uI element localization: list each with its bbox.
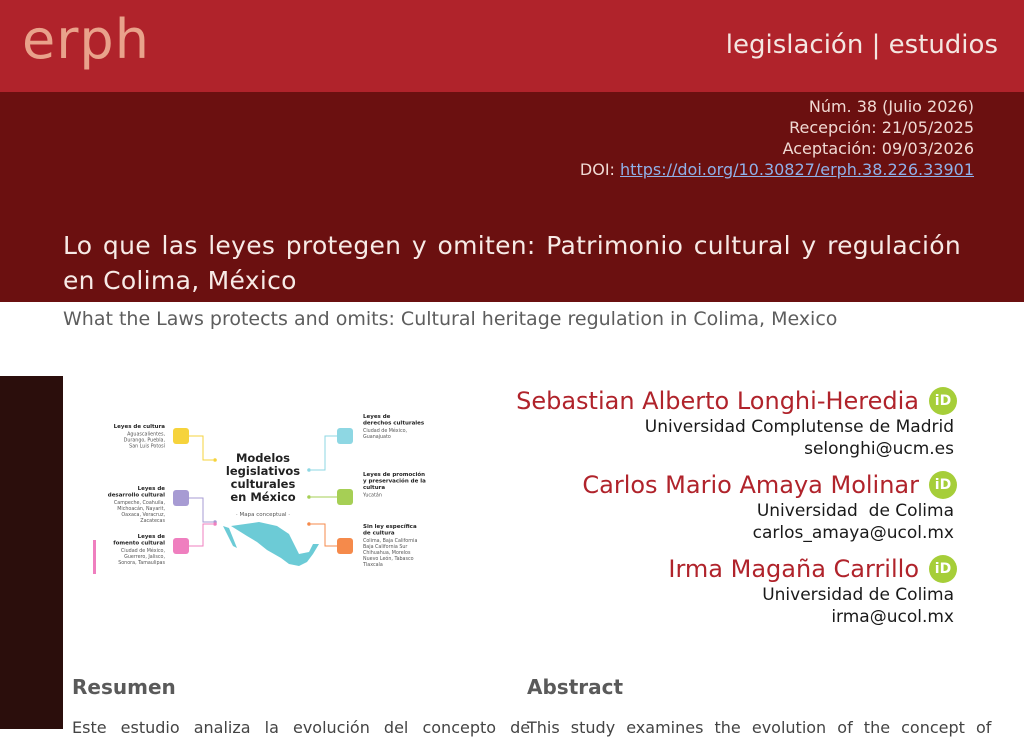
left-item-connector [189, 436, 213, 460]
right-item-node [307, 495, 311, 499]
doi-link[interactable]: https://doi.org/10.30827/erph.38.226.33901 [620, 160, 974, 179]
right-item-states: Colima, Baja California Baja California Sur Chihuahua, Morelos Nuevo León, Tabasco Tlaxcala [363, 539, 418, 568]
author-name: Carlos Mario Amaya Molinar [582, 471, 919, 499]
left-item-swatch [173, 490, 189, 506]
right-item-title: Leyes de promoción y preservación de la cultura [363, 472, 426, 491]
journal-logo: erph [22, 8, 150, 71]
left-item-states: Campeche, Coahuila, Michoacán, Nayarit, Oaxaca, Veracruz, Zacatecas [113, 501, 165, 524]
left-item-swatch [173, 538, 189, 554]
concept-map [63, 376, 463, 619]
author-email[interactable]: selonghi@ucm.es [804, 439, 954, 459]
right-item-states: Ciudad de México, Guanajuato [363, 429, 408, 440]
pink-marker [93, 540, 96, 574]
right-item-states: Yucatán [363, 493, 382, 499]
doi-line [580, 159, 974, 180]
doi-label: DOI: [579, 160, 615, 179]
right-item-title: Sin ley específica de cultura [363, 524, 417, 537]
accepted-date: Aceptación: 09/03/2026 [782, 139, 974, 158]
map-center-caption: · Mapa conceptual · [235, 512, 291, 518]
graphical-abstract [63, 376, 463, 619]
article-subtitle: What the Laws protects and omits: Cultural heritage regulation in Colima, Mexico [63, 308, 838, 330]
author-affiliation: Universidad de Colima [756, 501, 954, 521]
left-item-connector [189, 498, 213, 522]
abstract-text: This study examines the evolution of the concept of [527, 718, 992, 737]
issue-number: Núm. 38 (Julio 2026) [808, 97, 974, 116]
map-center-title: Modelos legislativos culturales en México [225, 451, 301, 504]
author-email[interactable]: irma@ucol.mx [831, 607, 954, 627]
left-item-title: Leyes de cultura [113, 424, 165, 430]
right-item-connector [311, 436, 337, 470]
author-block [516, 554, 957, 628]
author-list [516, 386, 957, 638]
orcid-icon[interactable]: iD [929, 555, 957, 583]
right-item-connector [311, 524, 337, 546]
right-item-node [307, 468, 311, 472]
author-name: Sebastian Alberto Longhi-Heredia [516, 387, 919, 415]
left-item-node [213, 522, 217, 526]
orcid-icon[interactable]: iD [929, 471, 957, 499]
mexico-map [231, 522, 319, 566]
author-affiliation: Universidad de Colima [762, 585, 954, 605]
author-name: Irma Magaña Carrillo [668, 555, 919, 583]
left-item-title: Leyes de desarrollo cultural [107, 486, 165, 499]
right-item-title: Leyes de derechos culturales [363, 414, 425, 427]
resumen-heading: Resumen [72, 675, 176, 699]
header-bar [0, 0, 1024, 92]
received-date: Recepción: 21/05/2025 [789, 118, 974, 137]
orcid-icon[interactable]: iD [929, 387, 957, 415]
left-item-node [213, 458, 217, 462]
left-item-states: Aguascalientes, Durango, Puebla, San Luis Potosí [123, 432, 165, 450]
left-item-states: Ciudad de México, Guerrero, Jalisco, Sonora, Tamaulipas [118, 549, 165, 566]
right-item-swatch [337, 489, 353, 505]
resumen-text: Este estudio analiza la evolución del concepto de [72, 718, 531, 737]
right-item-swatch [337, 538, 353, 554]
left-item-swatch [173, 428, 189, 444]
author-block [516, 470, 957, 544]
author-email[interactable]: carlos_amaya@ucol.mx [752, 523, 954, 543]
article-title: Lo que las leyes protegen y omiten: Patrimonio cultural y regulación en Colima, México [63, 231, 961, 295]
decorative-strip [0, 376, 63, 729]
left-item-connector [189, 524, 213, 546]
author-block [516, 386, 957, 460]
section-label: legislación | estudios [725, 30, 998, 60]
right-item-swatch [337, 428, 353, 444]
abstract-heading: Abstract [527, 675, 624, 699]
left-item-title: Leyes de fomento cultural [113, 534, 165, 547]
right-item-node [307, 522, 311, 526]
baja-california-map [223, 526, 237, 548]
article-metadata [580, 96, 974, 180]
author-affiliation: Universidad Complutense de Madrid [644, 417, 954, 437]
